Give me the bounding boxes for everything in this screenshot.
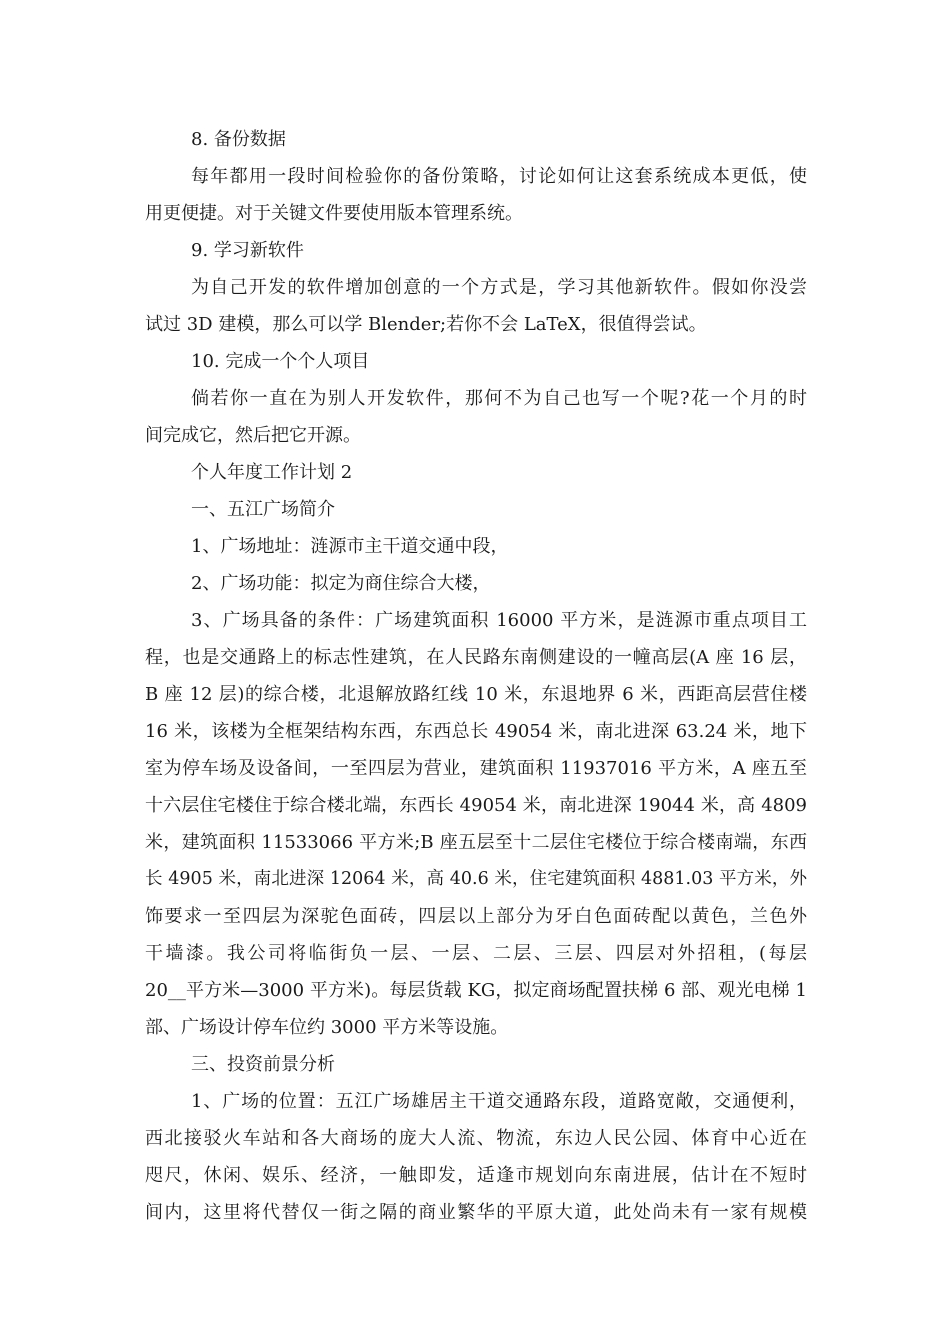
text-line: 1、广场地址：涟源市主干道交通中段， — [191, 536, 509, 557]
text-line: 程，也是交通路上的标志性建筑，在人民路东南侧建设的一幢高层(A 座 16 层， — [145, 647, 807, 668]
text-line: 干墙漆。我公司将临街负一层、一层、二层、三层、四层对外招租，(每层 — [145, 943, 807, 964]
text-line: 十六层住宅楼住于综合楼北端，东西长 49054 米，南北进深 19044 米，高 4809 — [145, 795, 807, 816]
text-line: 每年都用一段时间检验你的备份策略，讨论如何让这套系统成本更低，使 — [191, 166, 807, 187]
text-line: 饰要求一至四层为深驼色面砖，四层以上部分为牙白色面砖配以黄色，兰色外 — [145, 906, 807, 927]
text-line: 试过 3D 建模，那么可以学 Blender;若你不会 LaTeX，很值得尝试。 — [145, 314, 707, 335]
document-body — [145, 121, 807, 1231]
text-line: 咫尺，休闲、娱乐、经济，一触即发，适逢市规划向东南进展，估计在不短时 — [145, 1165, 807, 1186]
text-line: 室为停车场及设备间，一至四层为营业，建筑面积 11937016 平方米，A 座五至 — [145, 758, 807, 779]
text-line: 8. 备份数据 — [191, 129, 286, 150]
text-line: 长 4905 米，南北进深 12064 米，高 40.6 米，住宅建筑面积 4881.03 平方米，外 — [145, 869, 807, 889]
text-line: 为自己开发的软件增加创意的一个方式是，学习其他新软件。假如你没尝 — [191, 277, 807, 298]
text-line: B 座 12 层)的综合楼，北退解放路红线 10 米，东退地界 6 米，西距高层营住楼 — [145, 684, 807, 705]
text-line: 间完成它，然后把它开源。 — [145, 425, 361, 446]
text-line: 16 米，该楼为全框架结构东西，东西总长 49054 米，南北进深 63.24 米，地下 — [145, 721, 807, 742]
text-line: 3、广场具备的条件：广场建筑面积 16000 平方米，是涟源市重点项目工 — [191, 610, 807, 631]
text-line: 倘若你一直在为别人开发软件，那何不为自己也写一个呢?花一个月的时 — [191, 388, 807, 409]
text-line: 间内，这里将代替仅一街之隔的商业繁华的平原大道，此处尚未有一家有规模 — [145, 1202, 807, 1223]
text-line: 部、广场设计停车位约 3000 平方米等设施。 — [145, 1017, 509, 1038]
text-line: 20__平方米—3000 平方米)。每层货载 KG，拟定商场配置扶梯 6 部、观光电梯 1 — [145, 980, 807, 1001]
text-line: 三、投资前景分析 — [191, 1054, 335, 1075]
text-line: 9. 学习新软件 — [191, 240, 304, 261]
text-line: 10. 完成一个个人项目 — [191, 351, 370, 372]
text-line: 一、五江广场简介 — [191, 499, 335, 520]
text-line: 西北接驳火车站和各大商场的庞大人流、物流，东边人民公园、体育中心近在 — [145, 1128, 807, 1149]
text-line: 2、广场功能：拟定为商住综合大楼， — [191, 573, 491, 594]
text-line: 米，建筑面积 11533066 平方米;B 座五层至十二层住宅楼位于综合楼南端，东西 — [145, 832, 807, 853]
text-line: 用更便捷。对于关键文件要使用版本管理系统。 — [145, 203, 523, 224]
text-line: 1、广场的位置：五江广场雄居主干道交通路东段，道路宽敞，交通便利， — [191, 1091, 807, 1112]
text-line: 个人年度工作计划 2 — [191, 462, 353, 483]
